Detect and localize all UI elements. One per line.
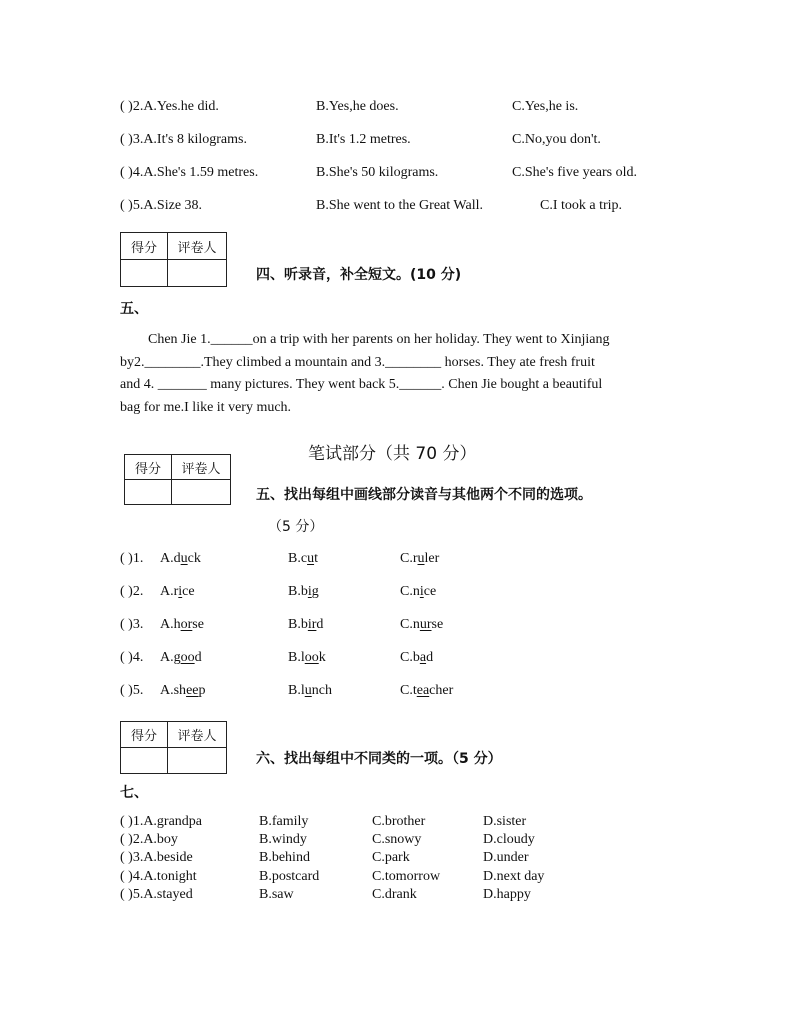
option-c: C.brother — [372, 814, 426, 829]
section4-heading: 四、听录音，补全短文。(10 分) — [256, 267, 462, 283]
option-b: B.cut — [288, 551, 318, 566]
option-b: B.look — [288, 650, 326, 665]
underlined-letters: ea — [416, 683, 430, 698]
option-b: B.bird — [288, 617, 324, 632]
question-option-a: ( )2.A.Yes.he did. — [120, 99, 219, 114]
question-option-a: ( )4.A.tonight — [120, 869, 197, 884]
score-cell[interactable] — [121, 748, 168, 774]
option-c: C.tomorrow — [372, 869, 441, 884]
section5-heading: 五、找出每组中画线部分读音与其他两个不同的选项。 — [256, 487, 592, 503]
underlined-letters: ee — [186, 683, 199, 698]
option-d: D.sister — [483, 814, 527, 829]
underlined-letters: u — [307, 551, 315, 566]
question-option-b: B.She's 50 kilograms. — [316, 165, 439, 180]
underlined-letters: ir — [307, 617, 317, 632]
section4-extra-label: 五、 — [120, 301, 148, 317]
grader-label: 评卷人 — [168, 233, 227, 260]
option-b: B.big — [288, 584, 319, 599]
question-option-a: ( )1.A.grandpa — [120, 814, 203, 829]
option-a: A.duck — [160, 551, 201, 566]
option-c: C.bad — [400, 650, 434, 665]
underlined-letters: u — [180, 551, 188, 566]
score-label: 得分 — [121, 722, 168, 748]
section5-points: （5 分） — [268, 519, 324, 535]
underlined-letters: a — [419, 650, 427, 665]
passage-line: by2.________.They climbed a mountain and 3.________ horses. They ate fresh fruit — [120, 354, 595, 370]
option-a: A.rice — [160, 584, 195, 599]
grader-cell[interactable] — [172, 480, 231, 505]
option-c: C.snowy — [372, 832, 422, 847]
score-label: 得分 — [121, 233, 168, 260]
option-d: D.under — [483, 850, 529, 865]
passage-line: Chen Jie 1.______on a trip with her parents on her holiday. They went to Xinjiang — [148, 332, 610, 347]
option-a: A.sheep — [160, 683, 206, 698]
option-c: C.nice — [400, 584, 437, 599]
question-option-b: B.She went to the Great Wall. — [316, 198, 483, 213]
question-option-c: C.No,you don't. — [512, 132, 601, 147]
score-label: 得分 — [125, 455, 172, 480]
score-box — [124, 454, 231, 505]
option-b: B.lunch — [288, 683, 332, 698]
option-d: D.cloudy — [483, 832, 535, 847]
underlined-letters: i — [178, 584, 183, 599]
question-option-a: ( )5.A.stayed — [120, 887, 193, 902]
grader-label: 评卷人 — [168, 722, 227, 748]
question-number: ( )4. — [120, 650, 144, 665]
underlined-letters: ur — [419, 617, 432, 632]
question-option-b: B.Yes,he does. — [316, 99, 399, 114]
option-c: C.teacher — [400, 683, 454, 698]
question-option-c: C.Yes,he is. — [512, 99, 579, 114]
underlined-letters: or — [180, 617, 193, 632]
grader-cell[interactable] — [168, 748, 227, 774]
underlined-letters: oo — [304, 650, 319, 665]
option-d: D.next day — [483, 869, 545, 884]
question-option-a: ( )2.A.boy — [120, 832, 178, 847]
question-number: ( )2. — [120, 584, 144, 599]
option-d: D.happy — [483, 887, 531, 902]
option-b: B.windy — [259, 832, 307, 847]
question-number: ( )3. — [120, 617, 144, 632]
option-a: A.horse — [160, 617, 204, 632]
question-option-a: ( )4.A.She's 1.59 metres. — [120, 165, 259, 180]
score-cell[interactable] — [125, 480, 172, 505]
underlined-letters: u — [417, 551, 425, 566]
underlined-letters: i — [419, 584, 424, 599]
passage-line: bag for me.I like it very much. — [120, 399, 292, 415]
section6-heading: 六、找出每组中不同类的一项。（5 分） — [256, 751, 502, 767]
question-option-a: ( )3.A.beside — [120, 850, 193, 865]
option-c: C.drank — [372, 887, 417, 902]
listening-passage — [120, 329, 665, 419]
question-option-a: ( )3.A.It's 8 kilograms. — [120, 132, 247, 147]
question-option-c: C.She's five years old. — [512, 165, 638, 180]
option-b: B.postcard — [259, 869, 320, 884]
written-part-title: 笔试部分（共 70 分） — [308, 444, 477, 464]
question-number: ( )1. — [120, 551, 144, 566]
underlined-letters: oo — [180, 650, 195, 665]
option-c: C.nurse — [400, 617, 444, 632]
score-cell[interactable] — [121, 260, 168, 287]
option-b: B.family — [259, 814, 309, 829]
underlined-letters: i — [307, 584, 312, 599]
underlined-letters: u — [304, 683, 312, 698]
grader-cell[interactable] — [168, 260, 227, 287]
passage-line: and 4. _______ many pictures. They went back 5.______. Chen Jie bought a beautiful — [120, 377, 603, 392]
option-c: C.park — [372, 850, 410, 865]
section6-extra-label: 七、 — [120, 785, 148, 801]
option-b: B.behind — [259, 850, 310, 865]
question-option-a: ( )5.A.Size 38. — [120, 198, 203, 213]
option-c: C.ruler — [400, 551, 440, 566]
question-number: ( )5. — [120, 683, 144, 698]
question-option-b: B.It's 1.2 metres. — [316, 132, 411, 147]
score-box — [120, 721, 227, 774]
question-option-c: C.I took a trip. — [540, 198, 623, 213]
score-box — [120, 232, 227, 287]
option-a: A.good — [160, 650, 202, 665]
option-b: B.saw — [259, 887, 294, 902]
grader-label: 评卷人 — [172, 455, 231, 480]
